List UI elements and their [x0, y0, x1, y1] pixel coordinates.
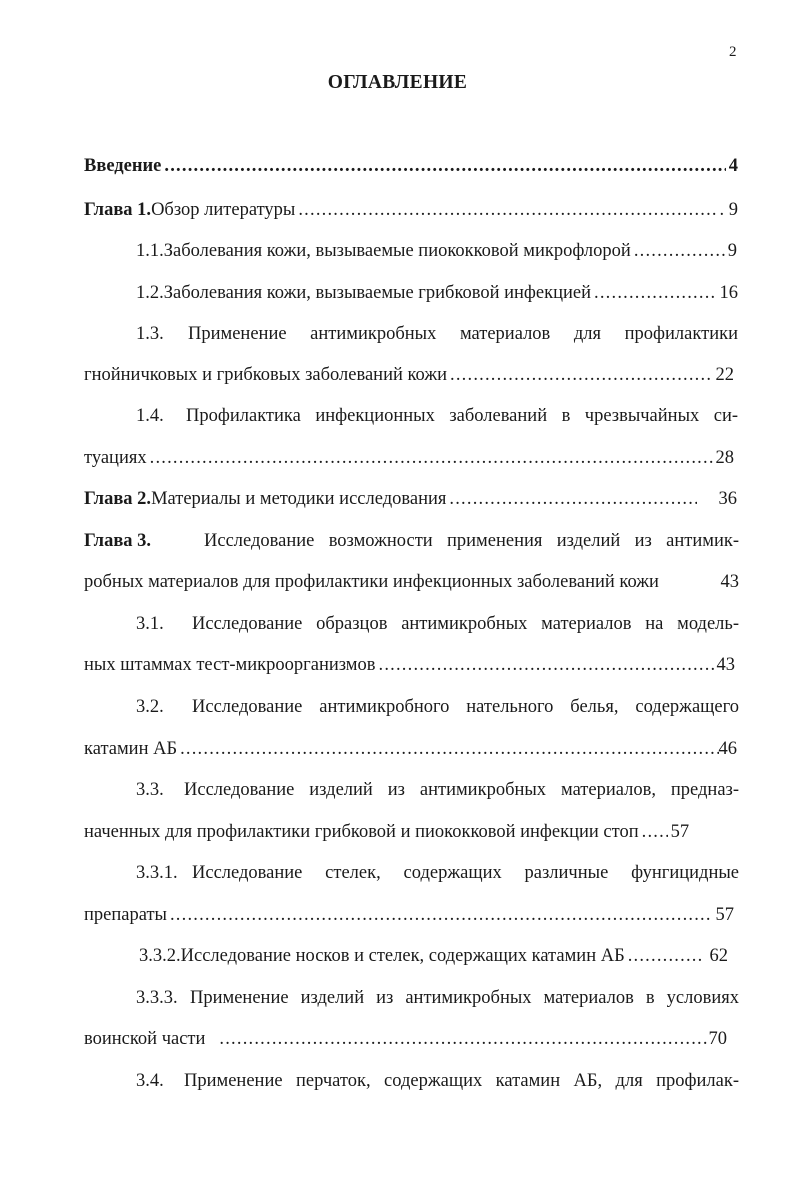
toc-3-3-1-line2: препараты: [84, 905, 167, 925]
toc-3-1-line1: Исследование образцов антимикробных материалов на модель-: [192, 614, 739, 634]
toc-1-1-page: 9: [727, 241, 737, 261]
toc-ch3-page: 43: [720, 572, 739, 592]
toc-entry-3-4[interactable]: [136, 1069, 739, 1093]
toc-1-3-line2: гнойничковых и грибковых заболеваний кожи: [84, 365, 448, 385]
toc-ch3-num: Глава 3.: [84, 531, 152, 551]
dot-leader: [164, 154, 725, 178]
toc-ch2-num: Глава 2.: [84, 489, 152, 509]
toc-entry-ch1[interactable]: [84, 198, 738, 222]
dot-leader: [180, 737, 718, 761]
dot-leader: [150, 446, 713, 470]
page-number: 2: [729, 44, 737, 60]
toc-entry-1-2[interactable]: [136, 281, 738, 305]
toc-3-3-3-line2: воинской части: [84, 1029, 206, 1049]
dot-leader: [170, 903, 713, 927]
toc-1-1-title: Заболевания кожи, вызываемые пиококковой микрофлорой: [163, 241, 631, 261]
toc-3-1-line2: ных штаммах тест-микроорганизмов: [84, 655, 376, 675]
toc-intro-label: Введение: [84, 156, 162, 176]
toc-intro-page: 4: [728, 156, 738, 176]
toc-ch3-line1: Исследование возможности применения изделий из антимик-: [204, 531, 739, 551]
toc-ch2-page: 36: [718, 489, 737, 509]
dot-leader: [642, 820, 668, 844]
toc-3-3-line2: наченных для профилактики грибковой и пиококковой инфекции стоп: [84, 822, 639, 842]
toc-3-3-2-page: 62: [709, 946, 728, 966]
toc-3-1-page: 43: [716, 655, 735, 675]
toc-3-4-num: 3.4.: [136, 1071, 164, 1091]
toc-1-2-num: 1.2.: [136, 283, 164, 303]
toc-entry-1-1[interactable]: [136, 239, 737, 263]
toc-3-4-line1: Применение перчаток, содержащих катамин АБ, для профилак-: [184, 1071, 739, 1091]
dot-leader: [449, 487, 696, 511]
toc-ch1-title: Обзор литературы: [151, 200, 296, 220]
toc-entry-ch2[interactable]: [84, 487, 737, 511]
toc-1-4-page: 28: [715, 448, 734, 468]
toc-ch2-title: Материалы и методики исследования: [151, 489, 447, 509]
toc-3-3-line1: Исследование изделий из антимикробных материалов, предназ-: [184, 780, 739, 800]
dot-leader: [298, 198, 716, 222]
dot-leader: [594, 281, 716, 305]
toc-3-2-line2: катамин АБ: [84, 739, 178, 759]
toc-1-3-line1: Применение антимикробных материалов для профилактики: [188, 324, 738, 344]
toc-3-2-num: 3.2.: [136, 697, 164, 717]
toc-3-3-1-page: 57: [715, 905, 734, 925]
toc-1-2-page: 16: [719, 283, 738, 303]
page-title: ОГЛАВЛЕНИЕ: [327, 72, 468, 93]
toc-3-1-num: 3.1.: [136, 614, 164, 634]
toc-ch3-line2: робных материалов для профилактики инфекционных заболеваний кожи: [84, 572, 659, 592]
toc-3-3-page: 57: [670, 822, 690, 842]
toc-3-3-2-num: 3.3.2.: [139, 946, 181, 966]
dot-leader: [219, 1027, 708, 1051]
toc-3-3-2-title: Исследование носков и стелек, содержащих катамин АБ: [180, 946, 625, 966]
toc-3-3-3-page: 70: [708, 1029, 727, 1049]
dot-leader: [450, 363, 712, 387]
toc-entry-3-3-2[interactable]: [139, 944, 728, 968]
toc-1-4-line1: Профилактика инфекционных заболеваний в чрезвычайных си-: [186, 406, 738, 426]
toc-3-3-1-num: 3.3.1.: [136, 863, 178, 883]
toc-3-2-line1: Исследование антимикробного нательного белья, содержащего: [192, 697, 739, 717]
toc-1-2-title: Заболевания кожи, вызываемые грибковой инфекцией: [163, 283, 592, 303]
toc-3-3-1-line1: Исследование стелек, содержащих различные фунгицидные: [192, 863, 739, 883]
toc-entry-intro[interactable]: [84, 154, 738, 178]
dot-leader: [634, 239, 725, 263]
dot-leader: [628, 944, 702, 968]
toc-ch1-num: Глава 1.: [84, 200, 152, 220]
toc-3-3-3-num: 3.3.3.: [136, 988, 178, 1008]
toc-3-3-3-line1: Применение изделий из антимикробных материалов в условиях: [190, 988, 739, 1008]
toc-ch1-page: . 9: [719, 200, 738, 220]
toc-1-4-num: 1.4.: [136, 406, 164, 426]
toc-1-4-line2: туациях: [84, 448, 147, 468]
toc-1-3-page: 22: [715, 365, 734, 385]
toc-3-2-page: 46: [718, 739, 737, 759]
toc-1-1-num: 1.1.: [136, 241, 164, 261]
toc-1-3-num: 1.3.: [136, 324, 164, 344]
toc-3-3-num: 3.3.: [136, 780, 164, 800]
dot-leader: [379, 653, 714, 677]
